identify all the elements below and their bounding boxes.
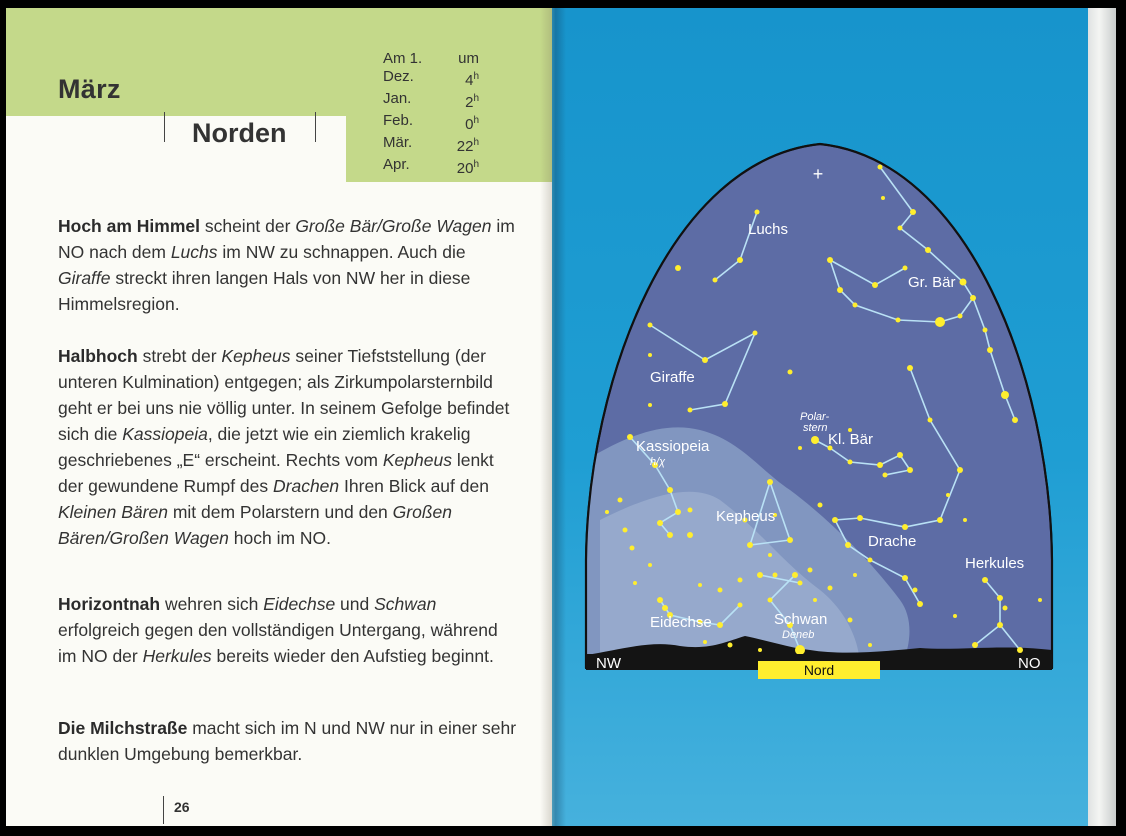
star xyxy=(983,328,988,333)
star xyxy=(1001,391,1009,399)
star xyxy=(648,563,652,567)
star xyxy=(667,532,673,538)
star xyxy=(698,583,702,587)
star xyxy=(848,618,853,623)
star xyxy=(917,601,923,607)
star xyxy=(718,588,723,593)
label-luchs: Luchs xyxy=(748,221,789,238)
star xyxy=(737,257,743,263)
label-deneb: Deneb xyxy=(782,629,815,641)
star xyxy=(623,528,628,533)
star xyxy=(818,503,823,508)
label-schwan: Schwan xyxy=(774,611,828,628)
star xyxy=(907,365,913,371)
time-row-hour: 4$^h$ xyxy=(465,71,479,89)
star xyxy=(883,473,888,478)
time-row-month: Apr. xyxy=(383,156,410,173)
star xyxy=(811,436,819,444)
star xyxy=(738,603,743,608)
time-row-month: Feb. xyxy=(383,112,414,129)
star xyxy=(903,266,908,271)
star xyxy=(848,460,853,465)
star xyxy=(767,479,773,485)
star xyxy=(717,622,723,628)
label-kl-baer: Kl. Bär xyxy=(828,431,874,448)
star xyxy=(755,210,760,215)
label-kassiopeia: Kassiopeia xyxy=(636,438,710,455)
label-polarstern-2: stern xyxy=(803,422,828,434)
horizon-label-center: Nord xyxy=(803,662,835,678)
star xyxy=(618,498,623,503)
zenith-marker: + xyxy=(812,164,824,184)
star xyxy=(813,598,817,602)
star xyxy=(972,642,978,648)
star xyxy=(768,598,773,603)
star xyxy=(963,518,967,522)
star xyxy=(747,542,753,548)
star xyxy=(648,403,652,407)
month-title: März xyxy=(58,74,121,104)
label-eidechse: Eidechse xyxy=(650,614,712,631)
label-giraffe: Giraffe xyxy=(650,369,695,386)
star xyxy=(881,196,885,200)
star xyxy=(982,577,988,583)
star xyxy=(1003,606,1008,611)
paragraph-halbhoch: Halbhoch strebt der Kepheus seiner Tiefststellung (der unteren Kulmination) entgegen; als Zirkumpolarsternbild geht er bei uns nie völlig unter. In seinem Gefolge befindet sich die Kassiopeia, die jetzt wie ein ziemlich krakelig geschriebenes „E“ erscheint. Rechts vom Kepheus lenkt der gewundene Rumpf des Drachen Ihren Blick auf den Kleinen Bären mit dem Polarstern und den Großen Bären/Großen Wagen hoch im NO. xyxy=(58,346,510,548)
time-row-hour: 20$^h$ xyxy=(456,159,479,177)
paragraph-lead: Halbhoch xyxy=(58,346,138,366)
star xyxy=(753,331,758,336)
star xyxy=(902,524,908,530)
star xyxy=(728,643,733,648)
star xyxy=(787,537,793,543)
star xyxy=(970,295,976,301)
star xyxy=(713,278,718,283)
star xyxy=(757,572,763,578)
star xyxy=(928,418,933,423)
star xyxy=(877,462,883,468)
star xyxy=(896,318,901,323)
star xyxy=(898,226,903,231)
page-number: 26 xyxy=(163,796,190,824)
star xyxy=(738,578,743,583)
star xyxy=(853,573,857,577)
star xyxy=(795,645,805,655)
star xyxy=(902,575,908,581)
star xyxy=(792,572,798,578)
star xyxy=(853,303,858,308)
star xyxy=(758,648,762,652)
label-polarstern-1: Polar- xyxy=(800,411,830,423)
paragraph-lead: Die Milchstraße xyxy=(58,718,188,738)
star xyxy=(773,573,778,578)
star xyxy=(798,581,803,586)
paragraph-lead: Hoch am Himmel xyxy=(58,216,200,236)
horizon-label-right: NO xyxy=(1018,655,1041,672)
star xyxy=(657,520,663,526)
star xyxy=(1038,598,1042,602)
horizon-label-left: NW xyxy=(596,655,621,672)
label-herkules: Herkules xyxy=(965,555,1025,572)
star xyxy=(957,467,963,473)
star xyxy=(937,517,943,523)
star xyxy=(997,622,1003,628)
star xyxy=(827,257,833,263)
star xyxy=(953,614,957,618)
label-h-chi: h/χ xyxy=(650,456,666,468)
star xyxy=(667,487,673,493)
star xyxy=(868,558,873,563)
star xyxy=(675,265,681,271)
star xyxy=(633,581,637,585)
time-header-date: Am 1. xyxy=(383,50,423,67)
label-gr-baer: Gr. Bär xyxy=(908,274,956,291)
star xyxy=(605,510,609,514)
star xyxy=(845,542,851,548)
star xyxy=(857,515,863,521)
paragraph-milchstrasse: Die Milchstraße macht sich im N und NW nur in einer sehr dunklen Umgebung bemerkbar. xyxy=(58,718,517,764)
star xyxy=(808,568,813,573)
star xyxy=(960,279,967,286)
star xyxy=(657,597,663,603)
star xyxy=(648,353,652,357)
star xyxy=(687,532,693,538)
time-row-month: Dez. xyxy=(383,68,414,85)
star xyxy=(946,493,950,497)
paragraph-horizontnah: Horizontnah wehren sich Eidechse und Schwan erfolgreich gegen den vollständigen Untergang, während im NO der Herkules bereits wieder den Aufstieg beginnt. xyxy=(58,594,498,666)
label-drache: Drache xyxy=(868,533,917,550)
label-kepheus: Kepheus xyxy=(716,508,776,525)
star xyxy=(925,247,931,253)
time-header-hour: um xyxy=(458,50,479,67)
star xyxy=(702,357,708,363)
star xyxy=(828,586,833,591)
star xyxy=(897,452,903,458)
paragraph-hoch: Hoch am Himmel scheint der Große Bär/Große Wagen im NO nach dem Luchs im NW zu schnappen. Auch die Giraffe streckt ihren langen Hals von NW her in diese Himmelsregion. xyxy=(58,216,515,314)
star xyxy=(1012,417,1018,423)
star xyxy=(630,546,635,551)
star xyxy=(868,643,872,647)
star xyxy=(1017,647,1023,653)
star xyxy=(872,282,878,288)
star xyxy=(878,165,883,170)
time-row-hour: 0$^h$ xyxy=(465,115,479,133)
star xyxy=(910,209,916,215)
star xyxy=(688,508,693,513)
star xyxy=(798,446,802,450)
time-row-hour: 22$^h$ xyxy=(456,137,479,155)
star xyxy=(627,434,633,440)
paragraph-lead: Horizontnah xyxy=(58,594,161,614)
star xyxy=(987,347,993,353)
time-row-hour: 2$^h$ xyxy=(465,93,479,111)
star xyxy=(907,467,913,473)
star xyxy=(935,317,945,327)
time-row-month: Mär. xyxy=(383,134,413,151)
direction-title: Norden xyxy=(192,118,287,148)
star xyxy=(837,287,843,293)
star xyxy=(913,588,918,593)
star xyxy=(788,370,793,375)
time-row-month: Jan. xyxy=(383,90,412,107)
star xyxy=(832,517,838,523)
star xyxy=(688,408,693,413)
star xyxy=(768,553,772,557)
star xyxy=(997,595,1003,601)
star xyxy=(648,323,653,328)
star xyxy=(722,401,728,407)
star xyxy=(958,314,963,319)
star xyxy=(675,509,681,515)
star xyxy=(662,605,668,611)
star xyxy=(703,640,707,644)
